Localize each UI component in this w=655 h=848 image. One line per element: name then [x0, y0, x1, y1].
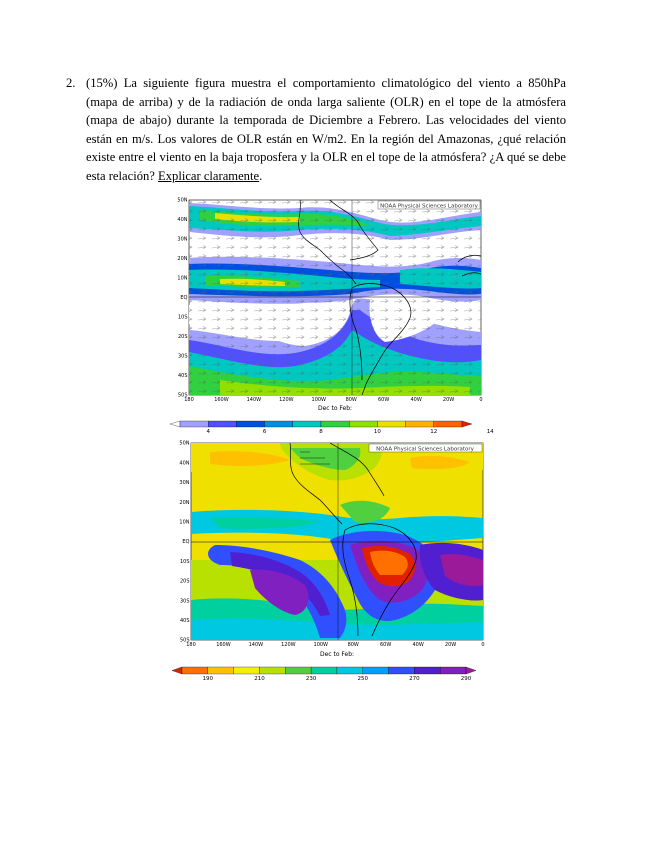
- olr-colorbar-swatch: [182, 667, 208, 674]
- bottom-map-lon-label: 0: [481, 642, 485, 648]
- bottom-map-lat-label: 30N: [179, 480, 190, 487]
- wind-colorbar-tick: 10: [373, 429, 381, 435]
- wind-map: [177, 198, 482, 412]
- top-map-lon-label: 140W: [246, 397, 262, 403]
- top-map-lon-label: 160W: [214, 397, 229, 403]
- wind-colorbar-swatch: [349, 421, 377, 427]
- wind-colorbar-swatch: [180, 421, 208, 427]
- olr-colorbar-swatch: [259, 667, 285, 674]
- wind-colorbar-min-arrow: [170, 421, 180, 427]
- olr-colorbar-swatch: [363, 667, 389, 674]
- wind-colorbar-swatch: [236, 421, 264, 427]
- olr-colorbar-swatch: [389, 667, 415, 674]
- bottom-map-lon-label: 180: [186, 642, 196, 648]
- top-map-lon-label: 60W: [378, 397, 390, 403]
- wind-colorbar-swatch: [321, 421, 349, 427]
- wind-colorbar-swatch: [377, 421, 405, 427]
- top-map-lon-label: 20W: [442, 397, 455, 403]
- bottom-map-lat-label: 50N: [179, 440, 190, 447]
- top-map-lat-label: 40S: [177, 373, 188, 380]
- olr-map: [179, 441, 484, 658]
- bottom-map-lon-label: 60W: [380, 642, 392, 648]
- wind-colorbar-ticks: [206, 429, 494, 435]
- top-map-lat-label: 30S: [177, 353, 188, 360]
- bottom-map-lat-label: 20N: [179, 499, 190, 506]
- top-map-lat-label: EQ: [180, 295, 188, 302]
- bottom-map-lat-label: 40S: [179, 618, 190, 624]
- top-map-lat-label: 10N: [177, 275, 188, 282]
- top-map-lon-label: 100W: [311, 397, 327, 403]
- top-map-lat-label: 20N: [177, 256, 188, 263]
- olr-colorbar-swatch: [440, 667, 466, 674]
- wind-colorbar-swatch: [406, 421, 434, 427]
- olr-colorbar-tick: 210: [254, 676, 265, 682]
- wind-colorbar-tick: 8: [319, 429, 323, 435]
- bottom-map-lon-label: 20W: [444, 642, 457, 648]
- olr-colorbar: [172, 667, 476, 674]
- olr-colorbar-swatch: [234, 667, 260, 674]
- bottom-map-lon-label: 140W: [248, 642, 264, 648]
- olr-colorbar-max-arrow: [466, 667, 476, 674]
- wind-colorbar-swatch: [265, 421, 293, 427]
- top-map-caption: Dec to Feb:: [317, 405, 353, 412]
- bottom-map-lat-label: 30S: [179, 598, 190, 605]
- top-map-lon-label: 80W: [345, 397, 357, 403]
- question-text-underlined: Explicar claramente: [158, 168, 260, 183]
- wind-colorbar-tick: 14: [486, 429, 494, 435]
- olr-colorbar-swatch: [311, 667, 337, 674]
- top-map-lon-label: 0: [479, 397, 483, 403]
- wind-colorbar: [170, 421, 472, 427]
- question-text-main: (15%) La siguiente figura muestra el comportamiento climatológico del viento a 850hPa (mapa de arriba) y de la radiación de onda larga saliente (OLR) en el tope de la atmósfera (mapa de abajo) durante la temporada de Diciembre a Febrero. Las velocidades del viento están en m/s. Los valores de OLR están en W/m2. En la región del Amazonas, ¿qué relación existe entre el viento en la baja troposfera y la OLR en el tope de la atmósfera? ¿A qué se debe esta relación?: [86, 76, 566, 183]
- wind-colorbar-tick: 4: [206, 429, 210, 435]
- bottom-map-lat-label: 50S: [179, 637, 190, 644]
- bottom-map-lat-label: 20S: [179, 578, 190, 585]
- top-map-lon-labels: [184, 397, 482, 403]
- bottom-map-lon-labels: [186, 642, 484, 648]
- wind-colorbar-swatch: [208, 421, 236, 427]
- top-map-lat-label: 10S: [177, 314, 188, 321]
- top-map-lat-labels: [177, 198, 187, 399]
- question-text-end: .: [259, 168, 263, 183]
- olr-colorbar-swatch: [285, 667, 311, 674]
- question-number: 2.: [66, 76, 76, 90]
- olr-colorbar-tick: 190: [202, 676, 214, 682]
- olr-colorbar-swatch: [337, 667, 363, 674]
- wind-colorbar-swatch: [293, 421, 321, 427]
- top-map-lat-label: 40N: [177, 217, 188, 224]
- wind-colorbar-swatch: [434, 421, 462, 427]
- olr-colorbar-ticks: [203, 676, 472, 682]
- bottom-map-lat-label: 40N: [179, 460, 190, 467]
- bottom-map-source-label: NOAA Physical Sciences Laboratory: [376, 446, 474, 453]
- top-map-source-label: NOAA Physical Sciences Laboratory: [380, 203, 478, 210]
- olr-colorbar-tick: 270: [409, 676, 420, 682]
- olr-colorbar-tick: 290: [460, 676, 472, 682]
- top-map-lon-label: 120W: [279, 397, 294, 403]
- olr-colorbar-tick: 230: [305, 676, 317, 682]
- bottom-map-lat-label: 10S: [179, 558, 190, 565]
- bottom-map-lon-label: 120W: [281, 642, 296, 648]
- top-map-lat-label: 50N: [177, 197, 188, 204]
- top-map-lat-label: 20S: [177, 334, 188, 341]
- bottom-map-lon-label: 80W: [347, 642, 359, 648]
- top-map-lon-label: 180: [184, 397, 194, 403]
- wind-colorbar-max-arrow: [462, 421, 472, 427]
- wind-colorbar-tick: 12: [430, 429, 438, 435]
- wind-colorbar-tick: 6: [262, 429, 267, 435]
- olr-colorbar-swatch: [414, 667, 440, 674]
- bottom-map-lat-label: EQ: [182, 539, 190, 546]
- bottom-map-lon-label: 40W: [412, 642, 424, 648]
- bottom-map-lon-label: 100W: [313, 642, 329, 648]
- olr-colorbar-swatch: [208, 667, 234, 674]
- top-map-lon-label: 40W: [410, 397, 422, 403]
- olr-colorbar-min-arrow: [172, 667, 182, 674]
- bottom-map-lat-labels: [179, 441, 189, 644]
- bottom-map-lat-label: 10N: [179, 519, 190, 526]
- top-map-lat-label: 50S: [177, 392, 188, 399]
- bottom-map-lon-label: 160W: [216, 642, 231, 648]
- top-map-lat-label: 30N: [177, 236, 188, 243]
- olr-colorbar-tick: 250: [357, 676, 368, 682]
- bottom-map-caption: Dec to Feb:: [319, 651, 355, 658]
